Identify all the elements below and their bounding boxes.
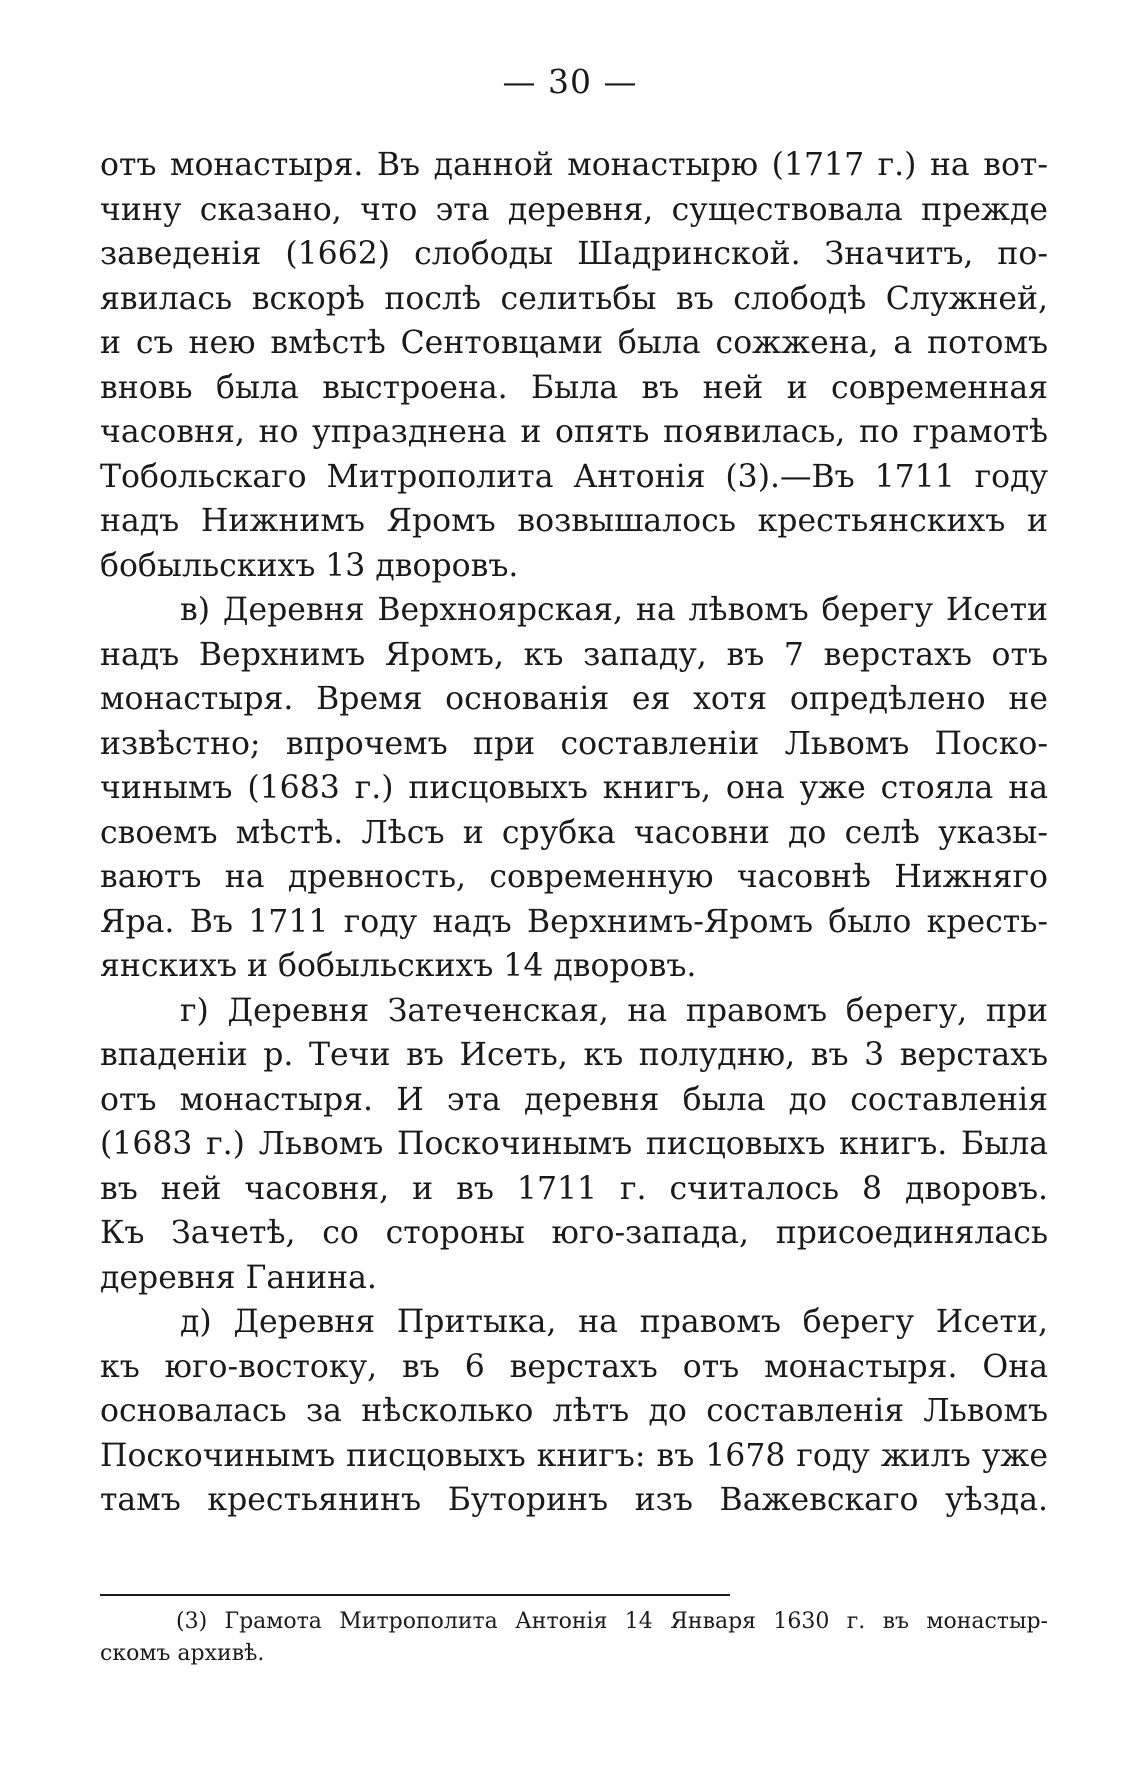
text-line: отъ монастыря. Въ данной монастырю (1717 г.) на вот-: [100, 147, 1048, 183]
text-line: г) Деревня Затеченская, на правомъ берегу, при: [180, 992, 1048, 1029]
text-line: часовня, но упразднена и опять появилась, по грамотѣ: [100, 414, 1048, 450]
text-line: чинымъ (1683 г.) писцовыхъ книгъ, она уже стояла на: [100, 770, 1048, 806]
paragraph-3: [100, 989, 1048, 1301]
text-line: (1683 г.) Львомъ Поскочинымъ писцовыхъ книгъ. Была: [100, 1126, 1048, 1162]
text-line: надъ Нижнимъ Яромъ возвышалось крестьянскихъ и: [100, 503, 1048, 539]
text-line: ваютъ на древность, современную часовнѣ Нижняго: [100, 859, 1048, 895]
text-line: деревня Ганина.: [100, 1259, 377, 1296]
footnote-line: скомъ архивѣ.: [100, 1641, 265, 1666]
footnotes: [100, 1606, 1048, 1670]
text-line: въ ней часовня, и въ 1711 г. считалось 8 дворовъ.: [100, 1170, 1048, 1207]
text-line: Яра. Въ 1711 году надъ Верхнимъ-Яромъ было кресть-: [100, 903, 1048, 940]
text-line: заведенія (1662) слободы Шадринской. Значитъ, по-: [100, 236, 1048, 272]
text-line: къ юго-востоку, въ 6 верстахъ отъ монастыря. Она: [100, 1348, 1048, 1385]
text-line: чину сказано, что эта деревня, существовала прежде: [100, 191, 1048, 228]
text-line: явилась вскорѣ послѣ селитьбы въ слободѣ Служней,: [100, 280, 1048, 317]
paragraph-2: [100, 588, 1048, 989]
text-line: впаденіи р. Течи въ Исеть, къ полудню, въ 3 верстахъ: [100, 1037, 1048, 1073]
text-line: монастыря. Время основанія ея хотя опредѣлено не: [100, 681, 1048, 717]
footnote-divider: [100, 1594, 730, 1596]
paragraph-1: [100, 143, 1048, 588]
text-line: Поскочинымъ писцовыхъ книгъ: въ 1678 году жилъ уже: [100, 1437, 1048, 1474]
text-line: Къ Зачетѣ, со стороны юго-запада, присоединялась: [100, 1215, 1048, 1251]
text-line: бобыльскихъ 13 дворовъ.: [100, 547, 519, 584]
text-line: вновь была выстроена. Была въ ней и современная: [100, 369, 1048, 406]
text-line: д) Деревня Притыка, на правомъ берегу Исети,: [180, 1304, 1048, 1340]
text-line: своемъ мѣстѣ. Лѣсъ и срубка часовни до селѣ указы-: [100, 814, 1048, 851]
page-number: — 30 —: [502, 62, 638, 101]
text-line: янскихъ и бобыльскихъ 14 дворовъ.: [100, 948, 697, 984]
body-text: [100, 143, 1048, 1523]
text-line: надъ Верхнимъ Яромъ, къ западу, въ 7 верстахъ отъ: [100, 636, 1048, 673]
text-line: основалась за нѣсколько лѣтъ до составленія Львомъ: [100, 1393, 1048, 1429]
paragraph-4: [100, 1300, 1048, 1523]
text-line: и съ нею вмѣстѣ Сентовцами была сожжена, а потомъ: [100, 325, 1048, 361]
text-line: в) Деревня Верхноярская, на лѣвомъ берегу Исети: [180, 592, 1048, 628]
text-line: Тобольскаго Митрополита Антонія (3).—Въ 1711 году: [100, 458, 1048, 495]
text-line: отъ монастыря. И эта деревня была до составленія: [100, 1081, 1048, 1118]
text-line: извѣстно; впрочемъ при составленіи Львомъ Поско-: [100, 725, 1048, 762]
text-line: тамъ крестьянинъ Буторинъ изъ Важевскаго уѣзда.: [100, 1482, 1048, 1518]
footnote-line: (3) Грамота Митрополита Антонія 14 Января 1630 г. въ монастыр-: [176, 1609, 1048, 1634]
